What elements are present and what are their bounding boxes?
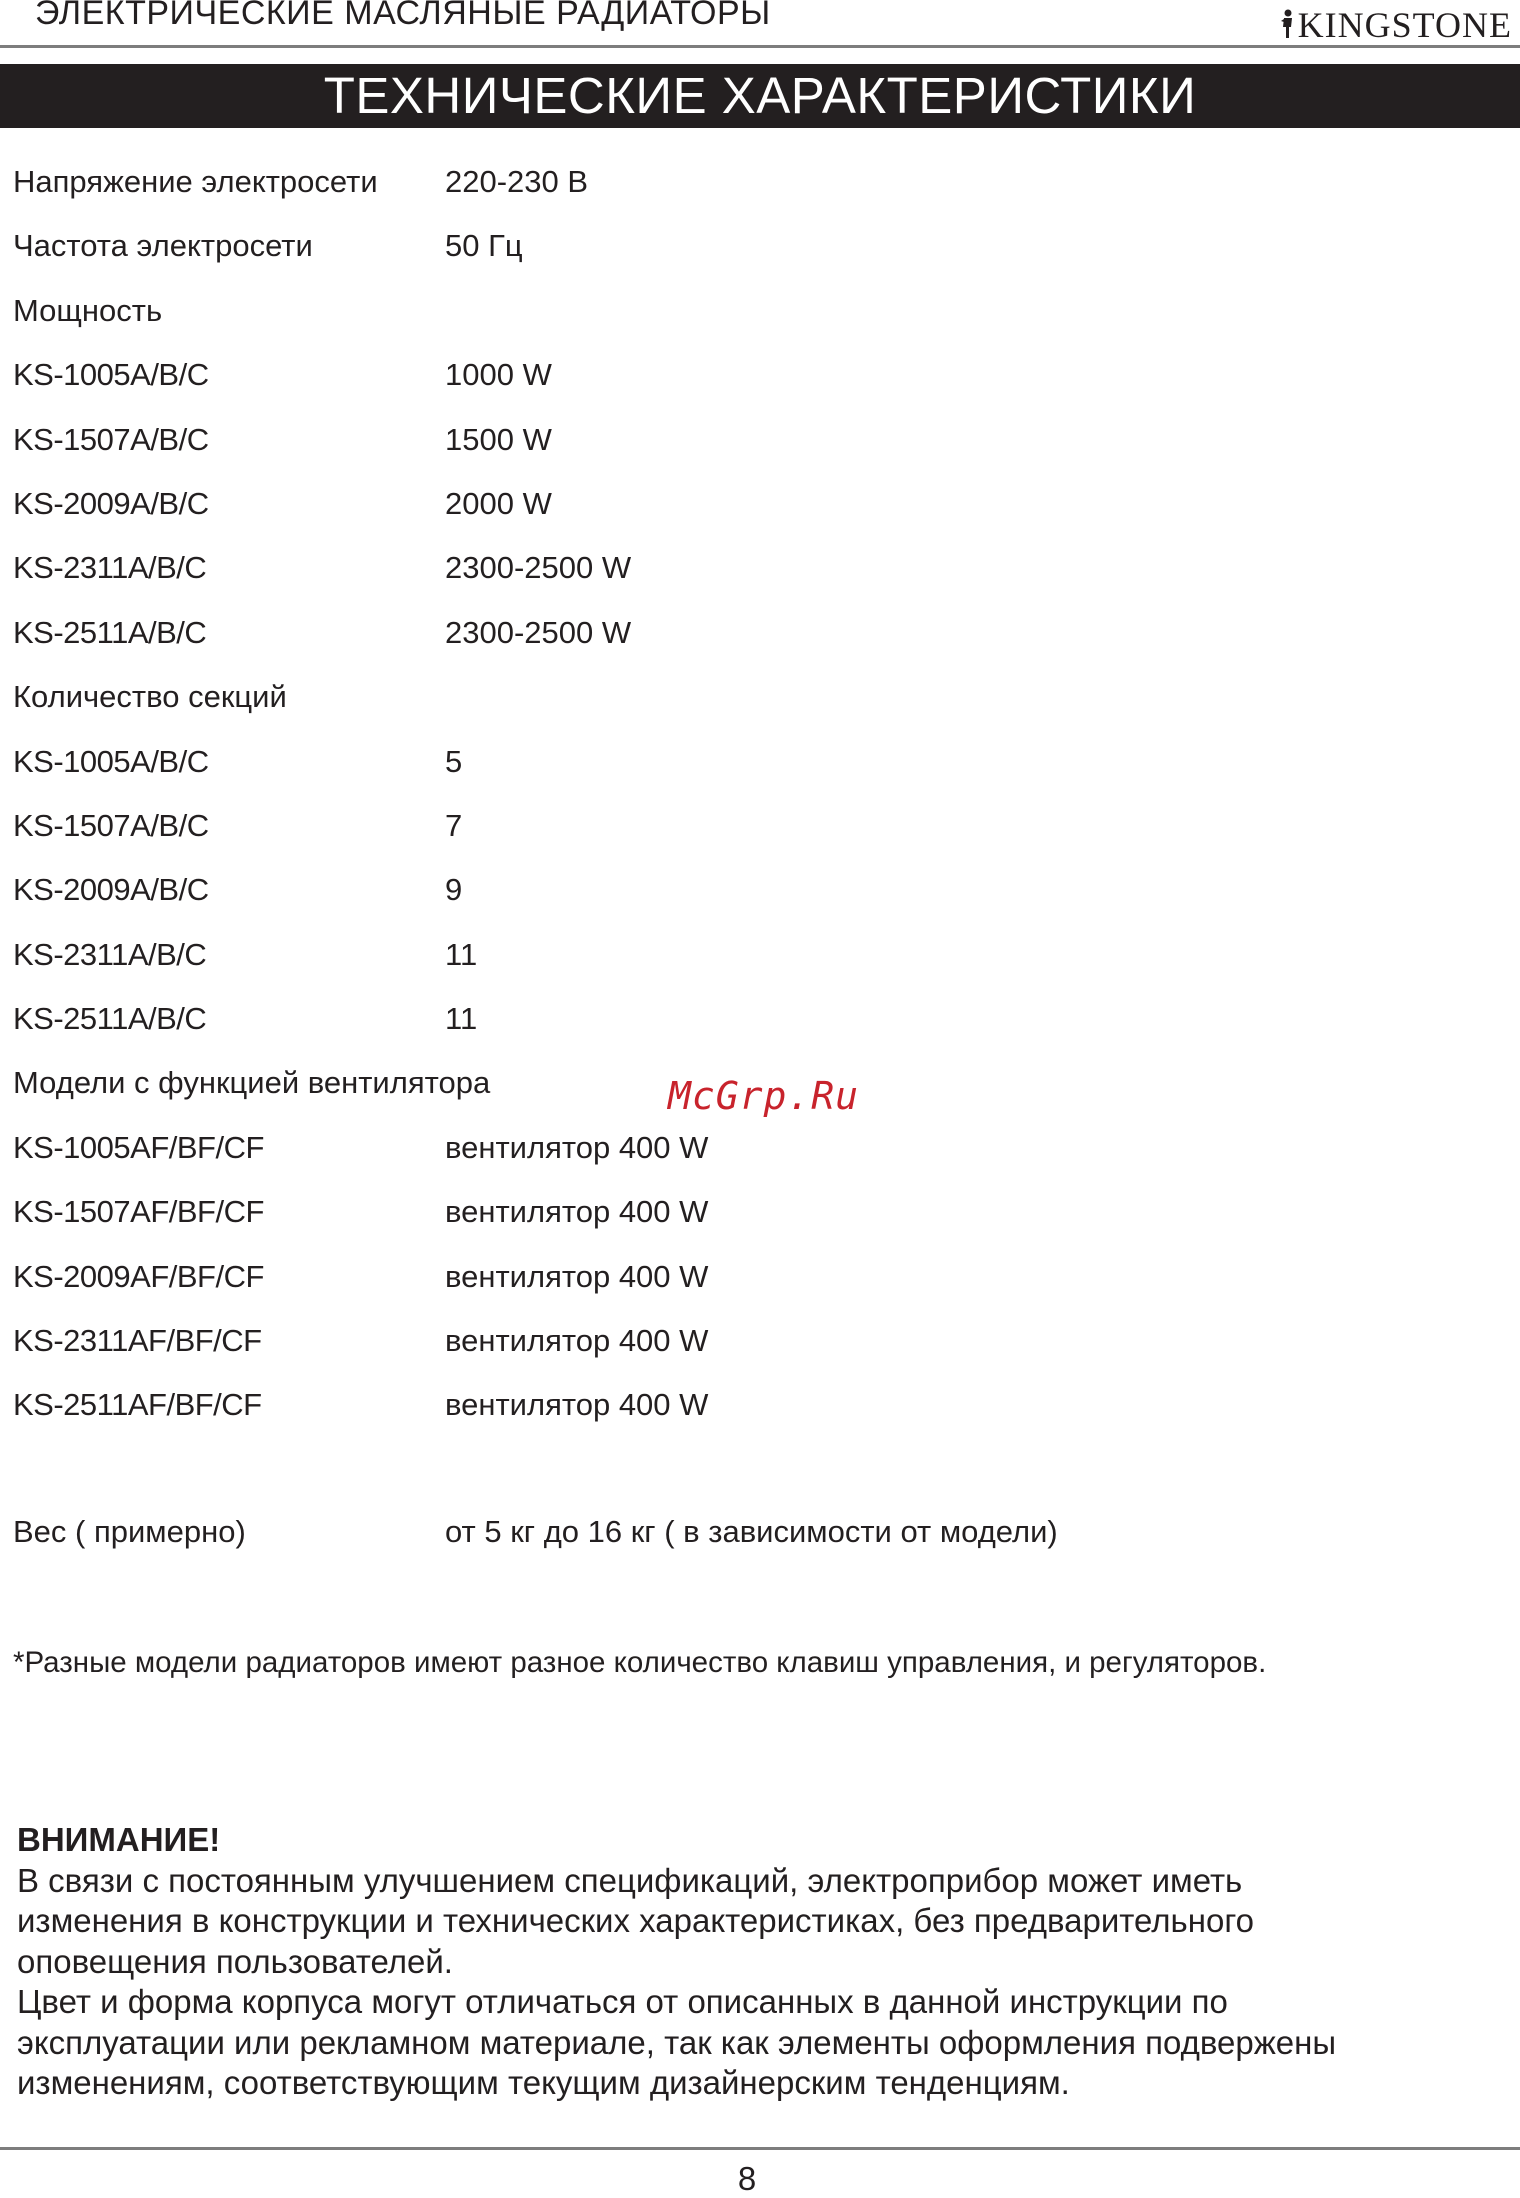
spec-row <box>0 283 1520 347</box>
spec-row <box>0 1249 1520 1313</box>
warning-line: эксплуатации или рекламном материале, так как элементы оформления подвержены <box>17 2023 1337 2061</box>
warning-line: изменения в конструкции и технических характеристиках, без предварительного <box>17 1902 1254 1939</box>
footnote: *Разные модели радиаторов имеют разное количество клавиш управления, и регуляторов. <box>13 1646 1267 1679</box>
spec-value: 11 <box>445 936 478 972</box>
spec-label: KS-1005AF/BF/CF <box>13 1129 264 1165</box>
spec-value: вентилятор 400 W <box>445 1194 709 1230</box>
spec-row <box>0 605 1520 669</box>
spec-row <box>0 1120 1520 1184</box>
spec-list <box>0 154 1520 1442</box>
spec-value: вентилятор 400 W <box>445 1387 709 1423</box>
spec-row <box>0 154 1520 218</box>
spec-row <box>0 412 1520 476</box>
spec-value: 9 <box>445 872 463 908</box>
spec-value: 11 <box>445 1001 478 1037</box>
warning-block <box>17 1820 1507 2104</box>
spec-row <box>0 798 1520 862</box>
spec-row <box>0 476 1520 540</box>
warning-line: изменениям, соответствующим текущим дизайнерским тенденциям. <box>17 2064 1070 2101</box>
spec-label: KS-2009A/B/C <box>13 872 209 908</box>
spec-label: KS-2009AF/BF/CF <box>13 1258 264 1294</box>
spec-label: KS-2311A/B/C <box>13 550 207 586</box>
spec-label: KS-1005A/B/C <box>13 357 209 393</box>
spec-label: KS-2511A/B/C <box>13 614 207 650</box>
spec-value: 2000 W <box>445 485 552 521</box>
spec-row <box>0 734 1520 798</box>
spec-label: KS-1507A/B/C <box>13 421 209 457</box>
spec-value: 7 <box>445 807 463 843</box>
warning-line: оповещения пользователей. <box>17 1942 453 1980</box>
spec-row <box>0 347 1520 411</box>
header-title: ЭЛЕКТРИЧЕСКИЕ МАСЛЯНЫЕ РАДИАТОРЫ <box>35 0 771 32</box>
spec-label: KS-1005A/B/C <box>13 743 209 779</box>
spec-label: Напряжение электросети <box>13 164 378 199</box>
warning-line: Цвет и форма корпуса могут отличаться от описанных в данной инструкции по <box>17 1983 1228 2020</box>
spec-label: KS-1507A/B/C <box>13 807 209 843</box>
spec-value: 50 Гц <box>445 228 523 264</box>
spec-value: 2300-2500 W <box>445 614 632 650</box>
warning-title: ВНИМАНИЕ! <box>17 1821 221 1858</box>
warning-line: В связи с постоянным улучшением спецификаций, электроприбор может иметь <box>17 1861 1243 1899</box>
footer-divider <box>0 2147 1520 2150</box>
spec-label: KS-2009A/B/C <box>13 485 209 521</box>
spec-row <box>0 1184 1520 1248</box>
watermark: McGrp.Ru <box>668 1074 860 1118</box>
spec-row <box>0 1377 1520 1441</box>
spec-row <box>0 540 1520 604</box>
spec-value: 220-230 В <box>445 164 589 199</box>
spec-label: Мощность <box>13 292 163 328</box>
spec-row <box>0 218 1520 282</box>
spec-label: KS-2311AF/BF/CF <box>13 1323 262 1359</box>
spec-value: вентилятор 400 W <box>445 1258 709 1294</box>
weight-row <box>0 1510 1520 1560</box>
person-logo-icon <box>1278 9 1296 39</box>
page-number: 8 <box>737 2160 757 2197</box>
spec-value: вентилятор 400 W <box>445 1323 709 1359</box>
brand-name: KINGSTONE <box>1297 5 1512 45</box>
spec-value: 2300-2500 W <box>445 550 632 586</box>
spec-row <box>0 991 1520 1055</box>
brand-logo <box>1278 4 1512 46</box>
spec-value: 1500 W <box>445 421 552 457</box>
spec-label: Модели с функцией вентилятора <box>13 1065 491 1101</box>
weight-label: Вес ( примерно) <box>13 1514 246 1549</box>
spec-label: Частота электросети <box>13 228 313 264</box>
spec-label: Количество секций <box>13 679 287 715</box>
spec-label: KS-2511AF/BF/CF <box>13 1387 262 1423</box>
spec-value: 5 <box>445 743 463 779</box>
spec-row <box>0 1313 1520 1377</box>
weight-value: от 5 кг до 16 кг ( в зависимости от модели) <box>445 1514 1058 1549</box>
spec-label: KS-2311A/B/C <box>13 936 207 972</box>
spec-row <box>0 669 1520 733</box>
spec-value: 1000 W <box>445 357 552 393</box>
header-divider <box>0 45 1520 48</box>
spec-label: KS-2511A/B/C <box>13 1001 207 1037</box>
spec-row <box>0 862 1520 926</box>
spec-value: вентилятор 400 W <box>445 1129 709 1165</box>
section-title: ТЕХНИЧЕСКИЕ ХАРАКТЕРИСТИКИ <box>0 64 1520 128</box>
spec-row <box>0 927 1520 991</box>
spec-label: KS-1507AF/BF/CF <box>13 1194 264 1230</box>
